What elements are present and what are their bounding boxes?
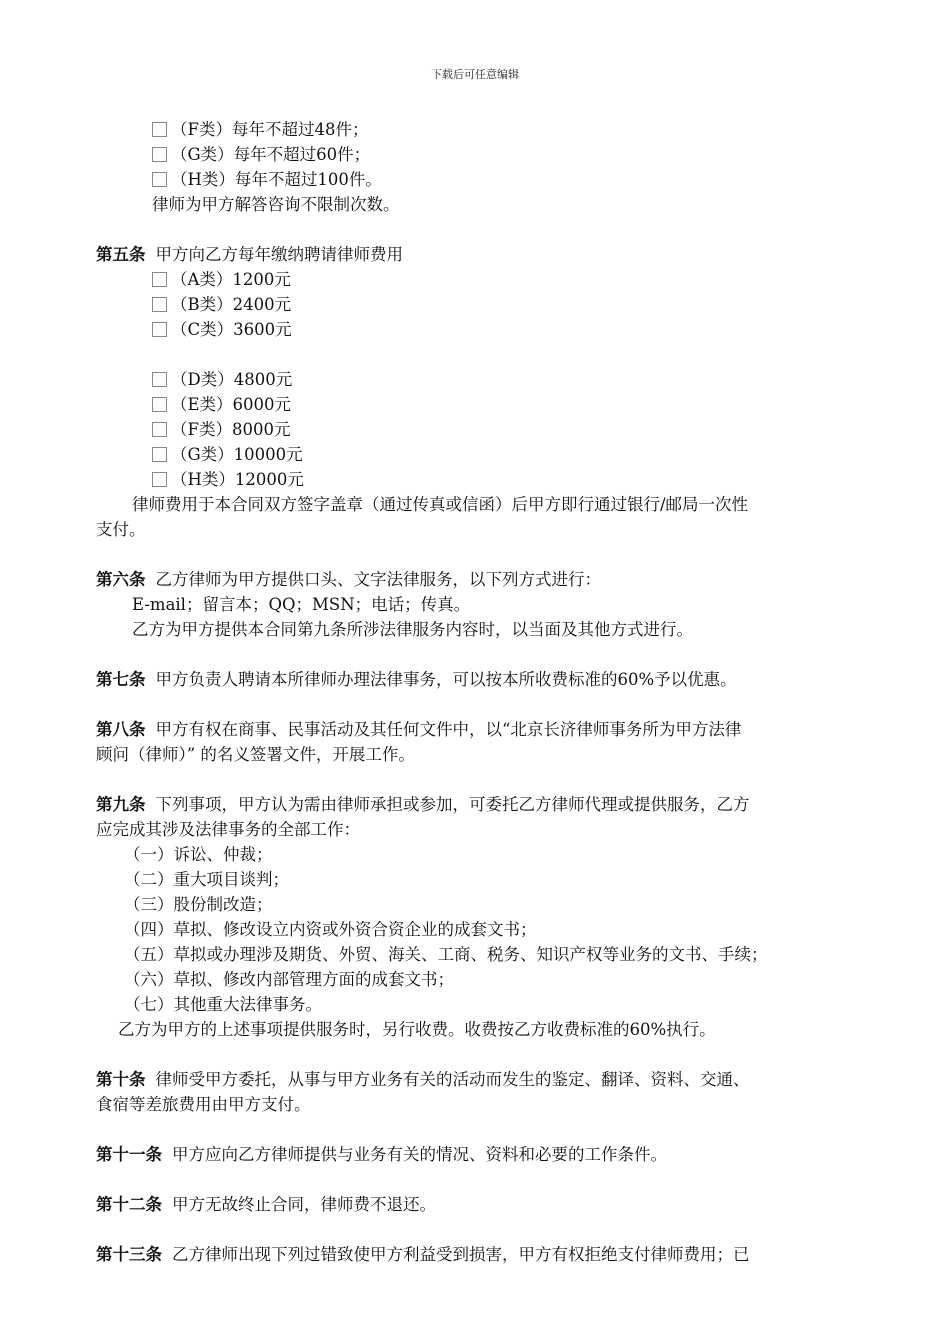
payment-line-1: 律师费用于本合同双方签字盖章（通过传真或信函）后甲方即行通过银行/邮局一次性 xyxy=(132,495,749,514)
option-g-60: （G类）每年不超过60件； xyxy=(152,143,912,167)
checkbox-icon[interactable] xyxy=(152,122,167,137)
article-title: 第九条 xyxy=(96,795,146,814)
article-title: 第十三条 xyxy=(96,1245,162,1264)
page-header: 下载后可任意编辑 xyxy=(431,68,519,81)
option-f-48: （F类）每年不超过48件； xyxy=(152,118,912,142)
article-8-line-2: 顾问（律师）” 的名义签署文件，开展工作。 xyxy=(96,745,415,764)
article-6: 第六条 乙方律师为甲方提供口头、文字法律服务，以下列方式进行： xyxy=(96,570,601,589)
option-h-100: （H类）每年不超过100件。 xyxy=(152,168,912,192)
checkbox-icon[interactable] xyxy=(152,172,167,187)
article-10: 第十条 律师受甲方委托，从事与甲方业务有关的活动而发生的鉴定、翻译、资料、交通、 xyxy=(96,1070,750,1089)
article-11: 第十一条 甲方应向乙方律师提供与业务有关的情况、资料和必要的工作条件。 xyxy=(96,1145,667,1164)
article-title: 第八条 xyxy=(96,720,146,739)
service-note: 乙方为甲方提供本合同第九条所涉法律服务内容时，以当面及其他方式进行。 xyxy=(132,620,693,639)
fee-option-h: （H类）12000元 xyxy=(152,468,912,492)
list-item: （二）重大项目谈判； xyxy=(124,870,289,889)
list-item: （五）草拟或办理涉及期货、外贸、海关、工商、税务、知识产权等业务的文书、手续； xyxy=(124,945,768,964)
article-title: 第七条 xyxy=(96,670,146,689)
article-9-note: 乙方为甲方的上述事项提供服务时，另行收费。收费按乙方收费标准的60%执行。 xyxy=(118,1020,716,1039)
article-title: 第六条 xyxy=(96,570,146,589)
checkbox-icon[interactable] xyxy=(152,297,167,312)
article-title: 第十条 xyxy=(96,1070,146,1089)
checkbox-icon[interactable] xyxy=(152,447,167,462)
service-methods: E-mail；留言本；QQ；MSN；电话；传真。 xyxy=(132,595,471,614)
list-item: （七）其他重大法律事务。 xyxy=(124,995,322,1014)
article-10-line-2: 食宿等差旅费用由甲方支付。 xyxy=(96,1095,311,1114)
list-item: （三）股份制改造； xyxy=(124,895,273,914)
checkbox-icon[interactable] xyxy=(152,322,167,337)
article-8: 第八条 甲方有权在商事、民事活动及其任何文件中，以“北京长济律师事务所为甲方法律 xyxy=(96,720,742,739)
checkbox-icon[interactable] xyxy=(152,372,167,387)
article-12: 第十二条 甲方无故终止合同，律师费不退还。 xyxy=(96,1195,436,1214)
article-title: 第十二条 xyxy=(96,1195,162,1214)
article-title: 第十一条 xyxy=(96,1145,162,1164)
checkbox-icon[interactable] xyxy=(152,397,167,412)
fee-option-b: （B类）2400元 xyxy=(152,293,912,317)
article-5: 第五条 甲方向乙方每年缴纳聘请律师费用 xyxy=(96,245,403,264)
consult-note: 律师为甲方解答咨询不限制次数。 xyxy=(152,195,400,214)
fee-option-a: （A类）1200元 xyxy=(152,268,912,292)
fee-option-f: （F类）8000元 xyxy=(152,418,912,442)
list-item: （六）草拟、修改内部管理方面的成套文书； xyxy=(124,970,454,989)
checkbox-icon[interactable] xyxy=(152,472,167,487)
article-9-line-2: 应完成其涉及法律事务的全部工作： xyxy=(96,820,360,839)
checkbox-icon[interactable] xyxy=(152,422,167,437)
payment-line-2: 支付。 xyxy=(96,520,146,539)
fee-option-e: （E类）6000元 xyxy=(152,393,912,417)
fee-option-g: （G类）10000元 xyxy=(152,443,912,467)
article-7: 第七条 甲方负责人聘请本所律师办理法律事务，可以按本所收费标准的60%予以优惠。 xyxy=(96,670,737,689)
article-title: 第五条 xyxy=(96,245,146,264)
checkbox-icon[interactable] xyxy=(152,272,167,287)
fee-option-c: （C类）3600元 xyxy=(152,318,912,342)
list-item: （一）诉讼、仲裁； xyxy=(124,845,273,864)
article-13: 第十三条 乙方律师出现下列过错致使甲方利益受到损害，甲方有权拒绝支付律师费用；已 xyxy=(96,1245,750,1264)
checkbox-icon[interactable] xyxy=(152,147,167,162)
article-9: 第九条 下列事项，甲方认为需由律师承担或参加，可委托乙方律师代理或提供服务，乙方 xyxy=(96,795,750,814)
fee-option-d: （D类）4800元 xyxy=(152,368,912,392)
list-item: （四）草拟、修改设立内资或外资合资企业的成套文书； xyxy=(124,920,537,939)
